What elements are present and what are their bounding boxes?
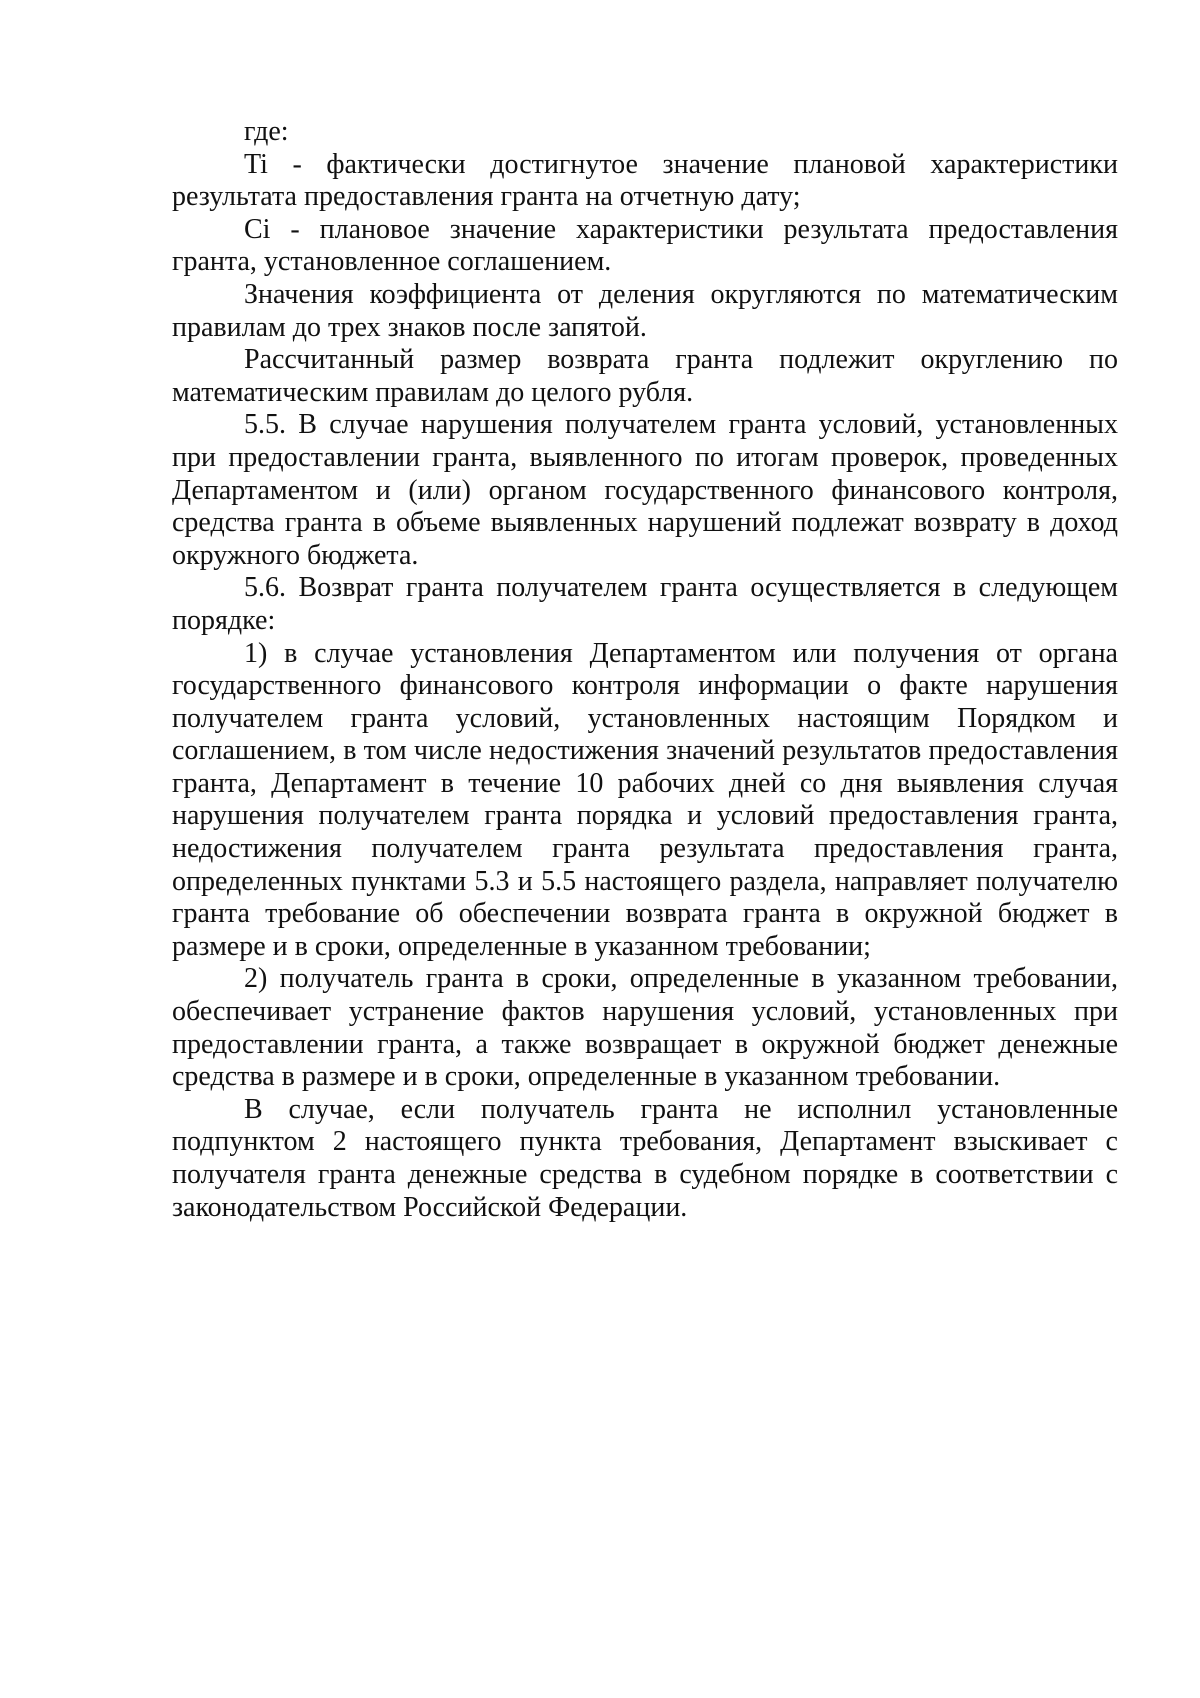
paragraph-ti-definition: Ti - фактически достигнутое значение плановой характеристики результата предоставления гранта на отчетную дату;	[172, 148, 1118, 213]
paragraph-item-2: 2) получатель гранта в сроки, определенные в указанном требовании, обеспечивает устранение фактов нарушения условий, установленных при предоставлении гранта, а также возвращает в окружной бюджет денежные средства в размере и в сроки, определенные в указанном требовании.	[172, 963, 1118, 1093]
paragraph-where: где:	[244, 116, 289, 147]
paragraph-item-1: 1) в случае установления Департаментом или получения от органа государственного финансового контроля информации о факте нарушения получателем гранта условий, установленных настоящим Порядком и соглашением, в том числе недостижения значений результатов предоставления гранта, Департамент в течение 10 рабочих дней со дня выявления случая нарушения получателем гранта порядка и условий предоставления гранта, недостижения получателем гранта результата предоставления гранта, определенных пунктами 5.3 и 5.5 настоящего раздела, направляет получателю гранта требование об обеспечении возврата гранта в окружной бюджет в размере и в сроки, определенные в указанном требовании;	[172, 637, 1118, 962]
document-body	[172, 116, 1118, 1224]
paragraph-ci-definition: Ci - плановое значение характеристики результата предоставления гранта, установленное соглашением.	[172, 213, 1118, 278]
paragraph-enforcement: В случае, если получатель гранта не исполнил установленные подпунктом 2 настоящего пункта требования, Департамент взыскивает с получателя гранта денежные средства в судебном порядке в соответствии с законодательством Российской Федерации.	[172, 1093, 1118, 1223]
paragraph-rounding-amount: Рассчитанный размер возврата гранта подлежит округлению по математическим правилам до целого рубля.	[172, 344, 1118, 408]
paragraph-section-5-5: 5.5. В случае нарушения получателем гранта условий, установленных при предоставлении гранта, выявленного по итогам проверок, проведенных Департаментом и (или) органом государственного финансового контроля, средства гранта в объеме выявленных нарушений подлежат возврату в доход окружного бюджета.	[172, 409, 1118, 571]
paragraph-rounding-coefficient: Значения коэффициента от деления округляются по математическим правилам до трех знаков после запятой.	[172, 278, 1118, 343]
paragraph-section-5-6: 5.6. Возврат гранта получателем гранта осуществляется в следующем порядке:	[172, 572, 1118, 636]
